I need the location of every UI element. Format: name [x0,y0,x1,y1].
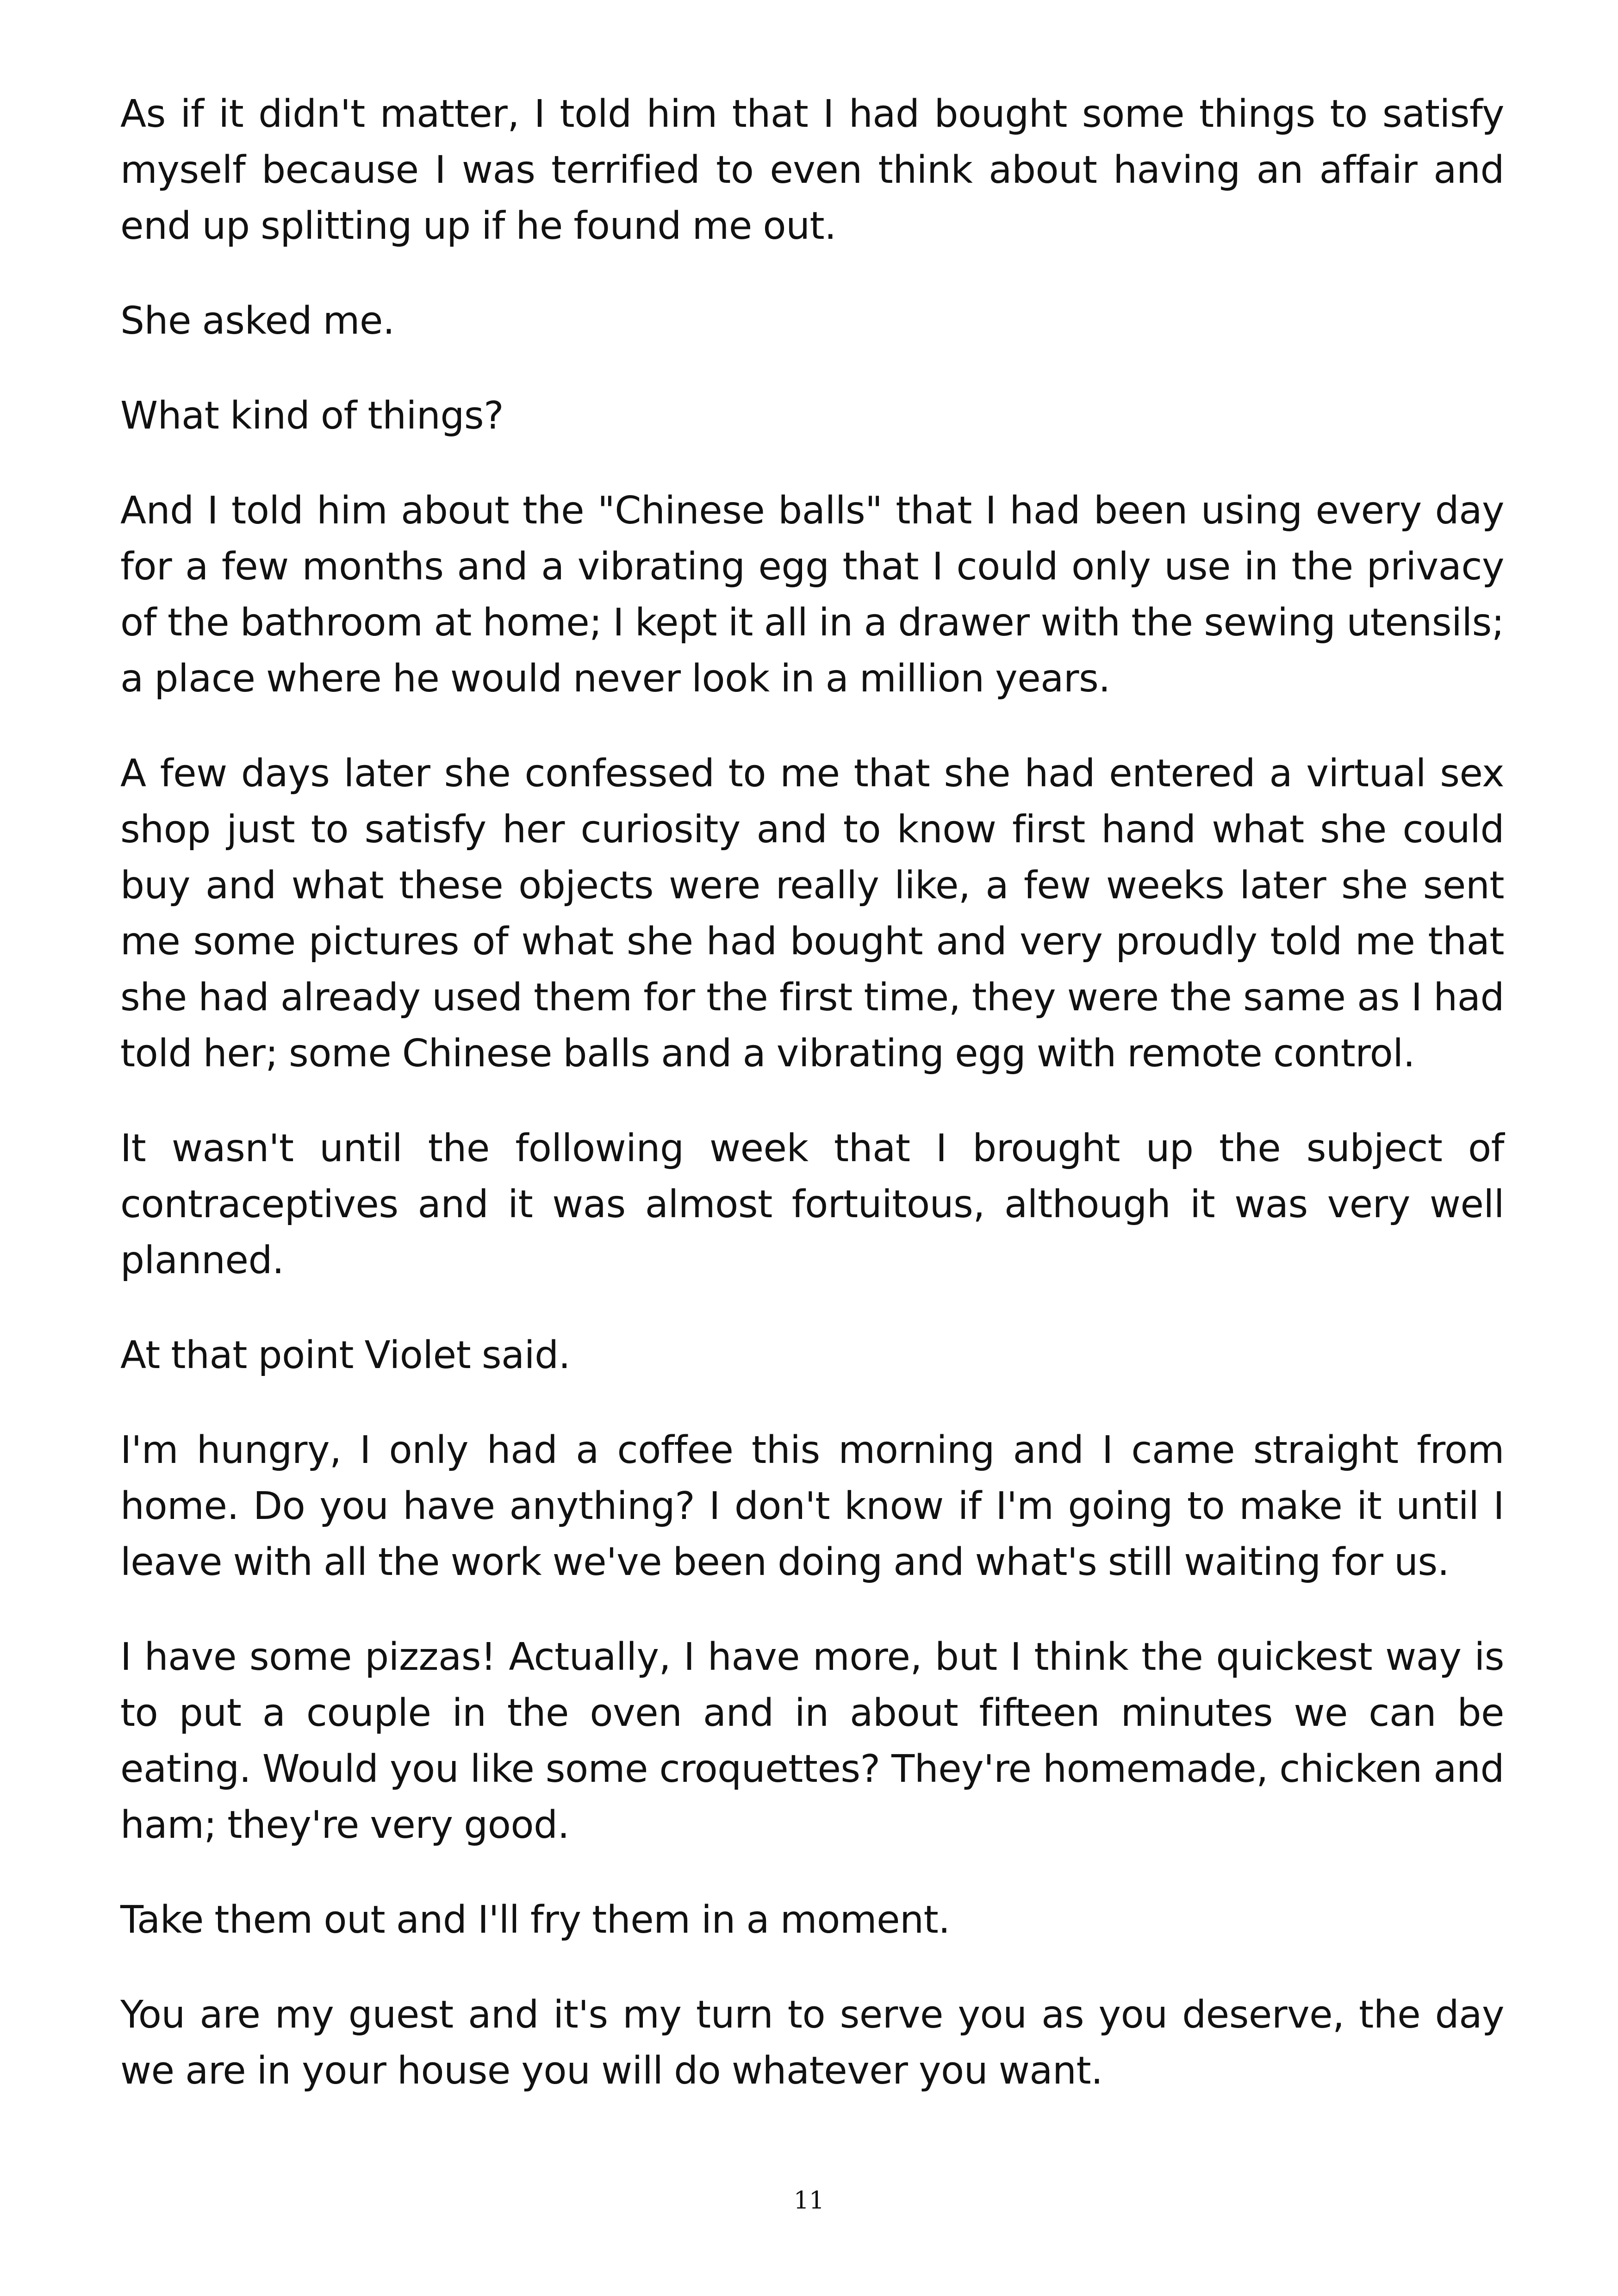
paragraph: It wasn't until the following week that I brought up the subject of contraceptives and it was almost fortuitous, although it was very well planned. [120,1126,1504,1282]
paragraph: What kind of things? [120,394,504,438]
paragraph: At that point Violet said. [120,1333,571,1377]
paragraph: She asked me. [120,299,395,343]
paragraph: A few days later she confessed to me that she had entered a virtual sex shop just to satisfy her curiosity and to know first hand what she could buy and what these objects were really like, a few weeks later she sent me some pictures of what she had bought and very proudly told me that she had already used them for the first time, they were the same as I had told her; some Chinese balls and a vibrating egg with remote control. [120,752,1504,1076]
paragraph: You are my guest and it's my turn to serve you as you deserve, the day we are in your house you will do whatever you want. [120,1993,1504,2093]
paragraph: I have some pizzas! Actually, I have more, but I think the quickest way is to put a couple in the oven and in about fifteen minutes we can be eating. Would you like some croquettes? They're homemade, chicken and ham; they're very good. [120,1635,1504,1847]
body-text [120,86,1504,2138]
paragraph: I'm hungry, I only had a coffee this morning and I came straight from home. Do you have anything? I don't know if I'm going to make it until I leave with all the work we've been doing and what's still waiting for us. [120,1428,1504,1584]
paragraph: As if it didn't matter, I told him that I had bought some things to satisfy myself because I was terrified to even think about having an affair and end up splitting up if he found me out. [120,92,1504,248]
page-number: 11 [793,2187,825,2215]
paragraph: Take them out and I'll fry them in a moment. [120,1898,950,1942]
paragraph: And I told him about the "Chinese balls" that I had been using every day for a few months and a vibrating egg that I could only use in the privacy of the bathroom at home; I kept it all in a drawer with the sewing utensils; a place where he would never look in a million years. [120,489,1504,701]
